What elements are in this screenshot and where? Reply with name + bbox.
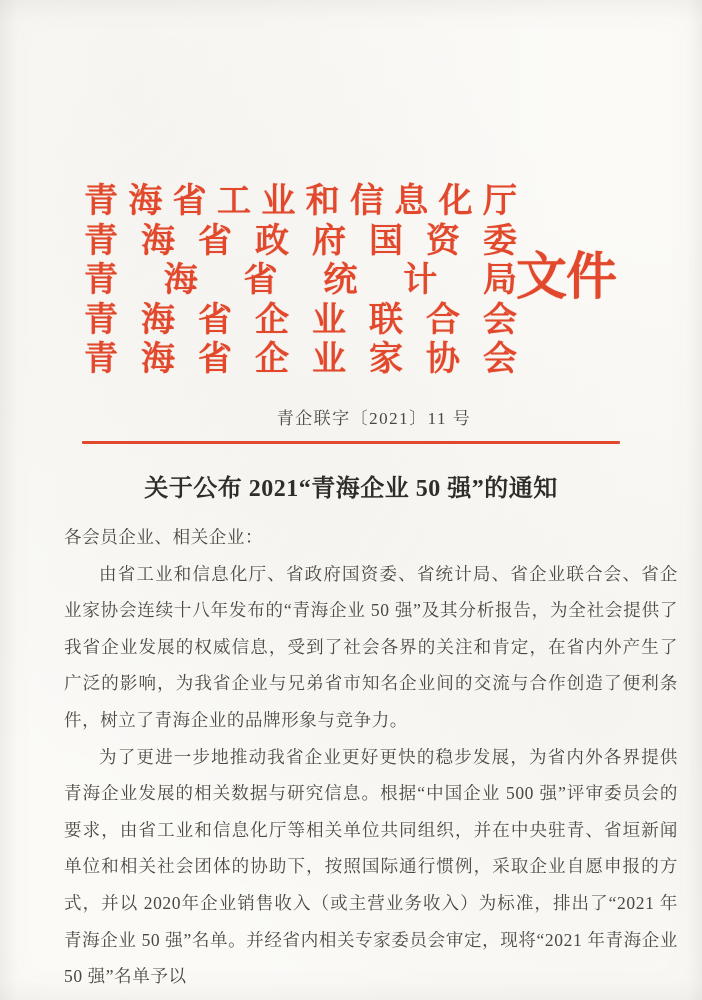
document-number: 青企联字〔2021〕11 号 [276,409,472,428]
salutation: 各会员企业、相关企业： [64,527,264,547]
document-word-wenjian: 文件 [516,250,617,306]
document-title: 关于公布 2021“青海企业 50 强”的通知 [144,476,558,502]
agency-line-5: 青 海 省 企 业 家 协 会 [84,341,517,379]
body-paragraph-1: 由省工业和信息化厅、省政府国资委、省统计局、省企业联合会、省企业家协会连续十八年发布的“青海企业 50 强”及其分析报告，为全社会提供了我省企业发展的权威信息，受到了社会各界的关注和肯定，在省内外产生了广泛的影响，为我省企业与兄弟省市知名企业间的交流与合作创造了便利条件，树立了青海企业的品牌形象与竞争力。 [64,563,678,730]
agency-line-2: 青 海 省 政 府 国 资 委 [84,222,517,260]
agency-line-4: 青 海 省 企 业 联 合 会 [84,301,517,339]
agency-line-1: 青 海 省 工 业 和 信 息 化 厅 [84,183,517,220]
agency-names [84,184,517,382]
agency-line-3: 青 海 省 统 计 局 [84,262,517,300]
red-divider-line [82,441,620,444]
body-paragraph-2: 为了更进一步地推动我省企业更好更快的稳步发展，为省内外各界提供青海企业发展的相关数据与研究信息。根据“中国企业 500 强”评审委员会的要求，由省工业和信息化厅等相关单位共同组织，并在中央驻青、省垣新闻单位和相关社会团体的协助下，按照国际通行惯例，采取企业自愿申报的方式，并以 2020年企业销售收入（或主营业务收入）为标准，排出了“2021 年青海企业 50 强”名单。并经省内相关专家委员会审定，现将“2021 年青海企业 50 强”名单予以 [64,746,678,987]
document-body [64,519,678,995]
